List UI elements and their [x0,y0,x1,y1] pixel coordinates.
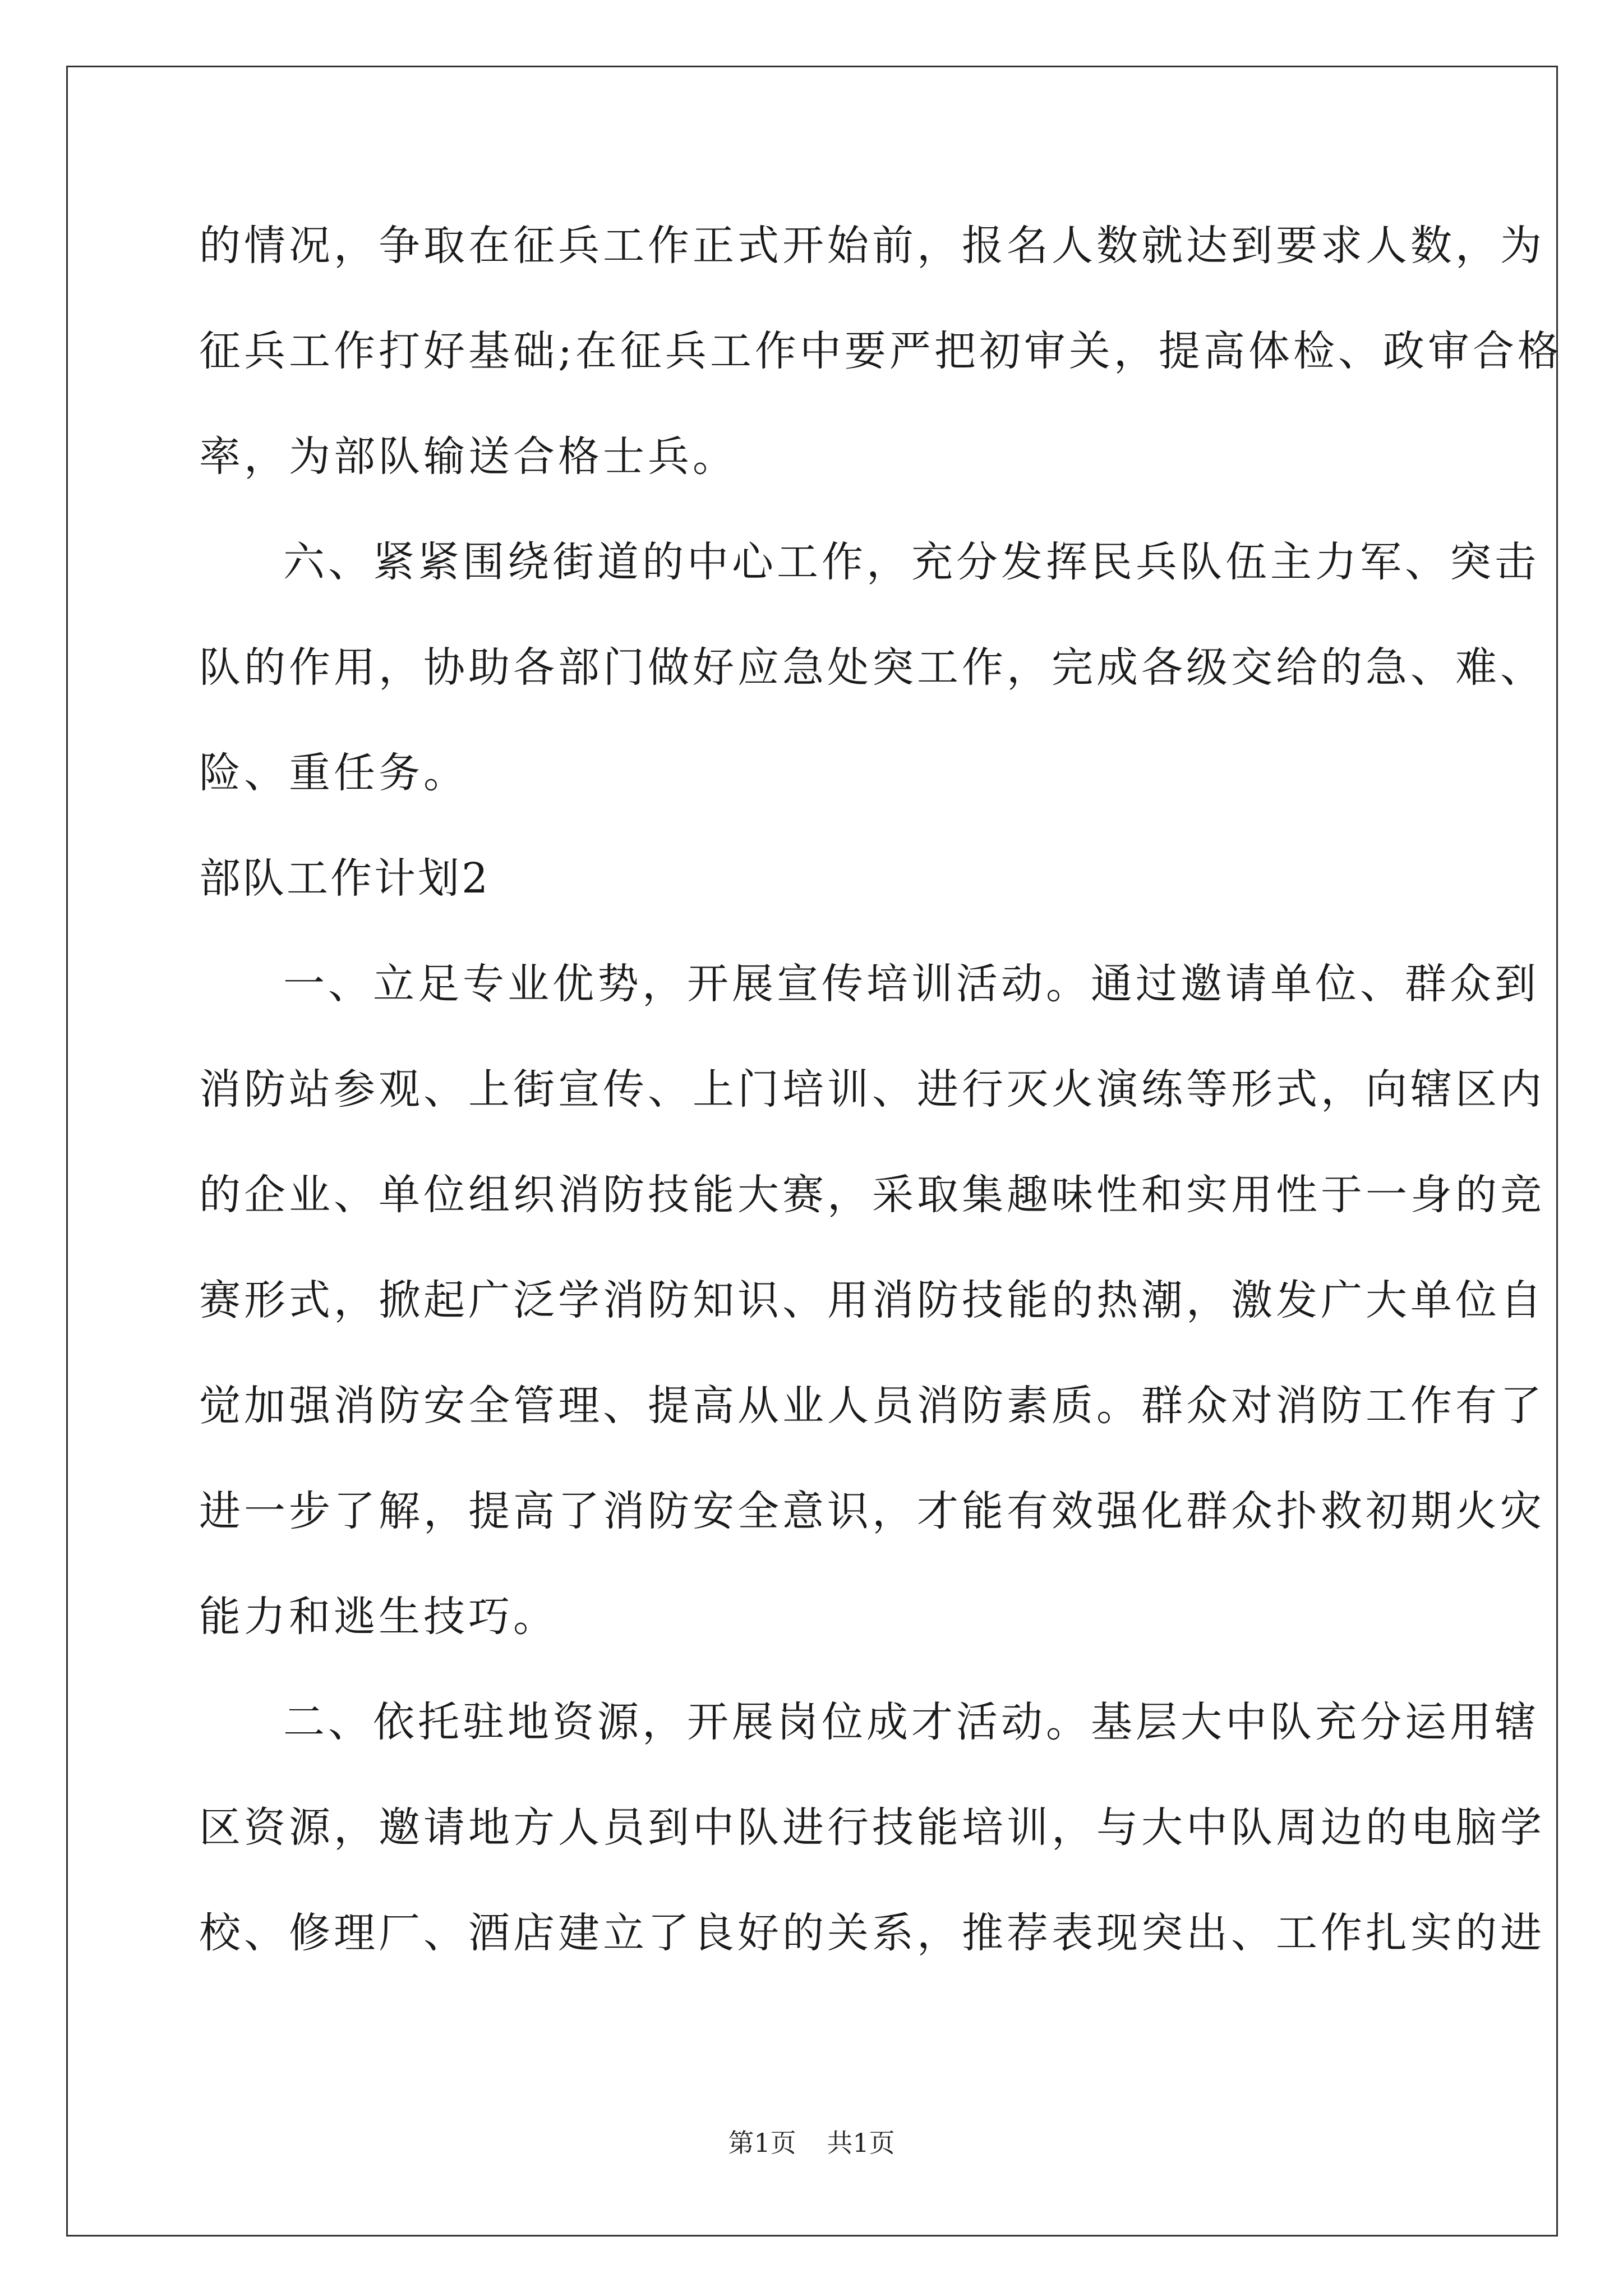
text-line: 进一步了解，提高了消防安全意识，才能有效强化群众扑救初期火灾 [199,1487,1545,1535]
page-number-total: 共1页 [827,2128,895,2158]
text-line: 的企业、单位组织消防技能大赛，采取集趣味性和实用性于一身的竞 [199,1171,1545,1219]
text-line: 率，为部队输送合格士兵。 [199,432,737,481]
text-line: 消防站参观、上街宣传、上门培训、进行灭火演练等形式，向辖区内 [199,1065,1545,1114]
text-line: 赛形式，掀起广泛学消防知识、用消防技能的热潮，激发广大单位自 [199,1276,1545,1324]
text-line: 校、修理厂、酒店建立了良好的关系，推荐表现突出、工作扎实的进 [199,1909,1545,1957]
text-line: 一、立足专业优势，开展宣传培训活动。通过邀请单位、群众到 [283,960,1539,1008]
document-body [199,219,1562,2012]
text-line: 二、依托驻地资源，开展岗位成才活动。基层大中队充分运用辖 [283,1698,1539,1746]
text-line: 觉加强消防安全管理、提高从业人员消防素质。群众对消防工作有了 [199,1382,1545,1430]
text-line: 区资源，邀请地方人员到中队进行技能培训，与大中队周边的电脑学 [199,1803,1545,1852]
text-line: 六、紧紧围绕街道的中心工作，充分发挥民兵队伍主力军、突击 [283,538,1539,586]
text-line: 队的作用，协助各部门做好应急处突工作，完成各级交给的急、难、 [199,643,1545,692]
text-line: 险、重任务。 [199,749,468,797]
page-footer [0,2126,1623,2160]
text-line: 能力和逃生技巧。 [199,1593,558,1641]
page-number-current: 第1页 [728,2128,796,2158]
text-line: 征兵工作打好基础;在征兵工作中要严把初审关，提高体检、政审合格 [199,327,1562,375]
text-line: 的情况，争取在征兵工作正式开始前，报名人数就达到要求人数，为 [199,222,1545,270]
section-heading: 部队工作计划2 [199,854,491,903]
